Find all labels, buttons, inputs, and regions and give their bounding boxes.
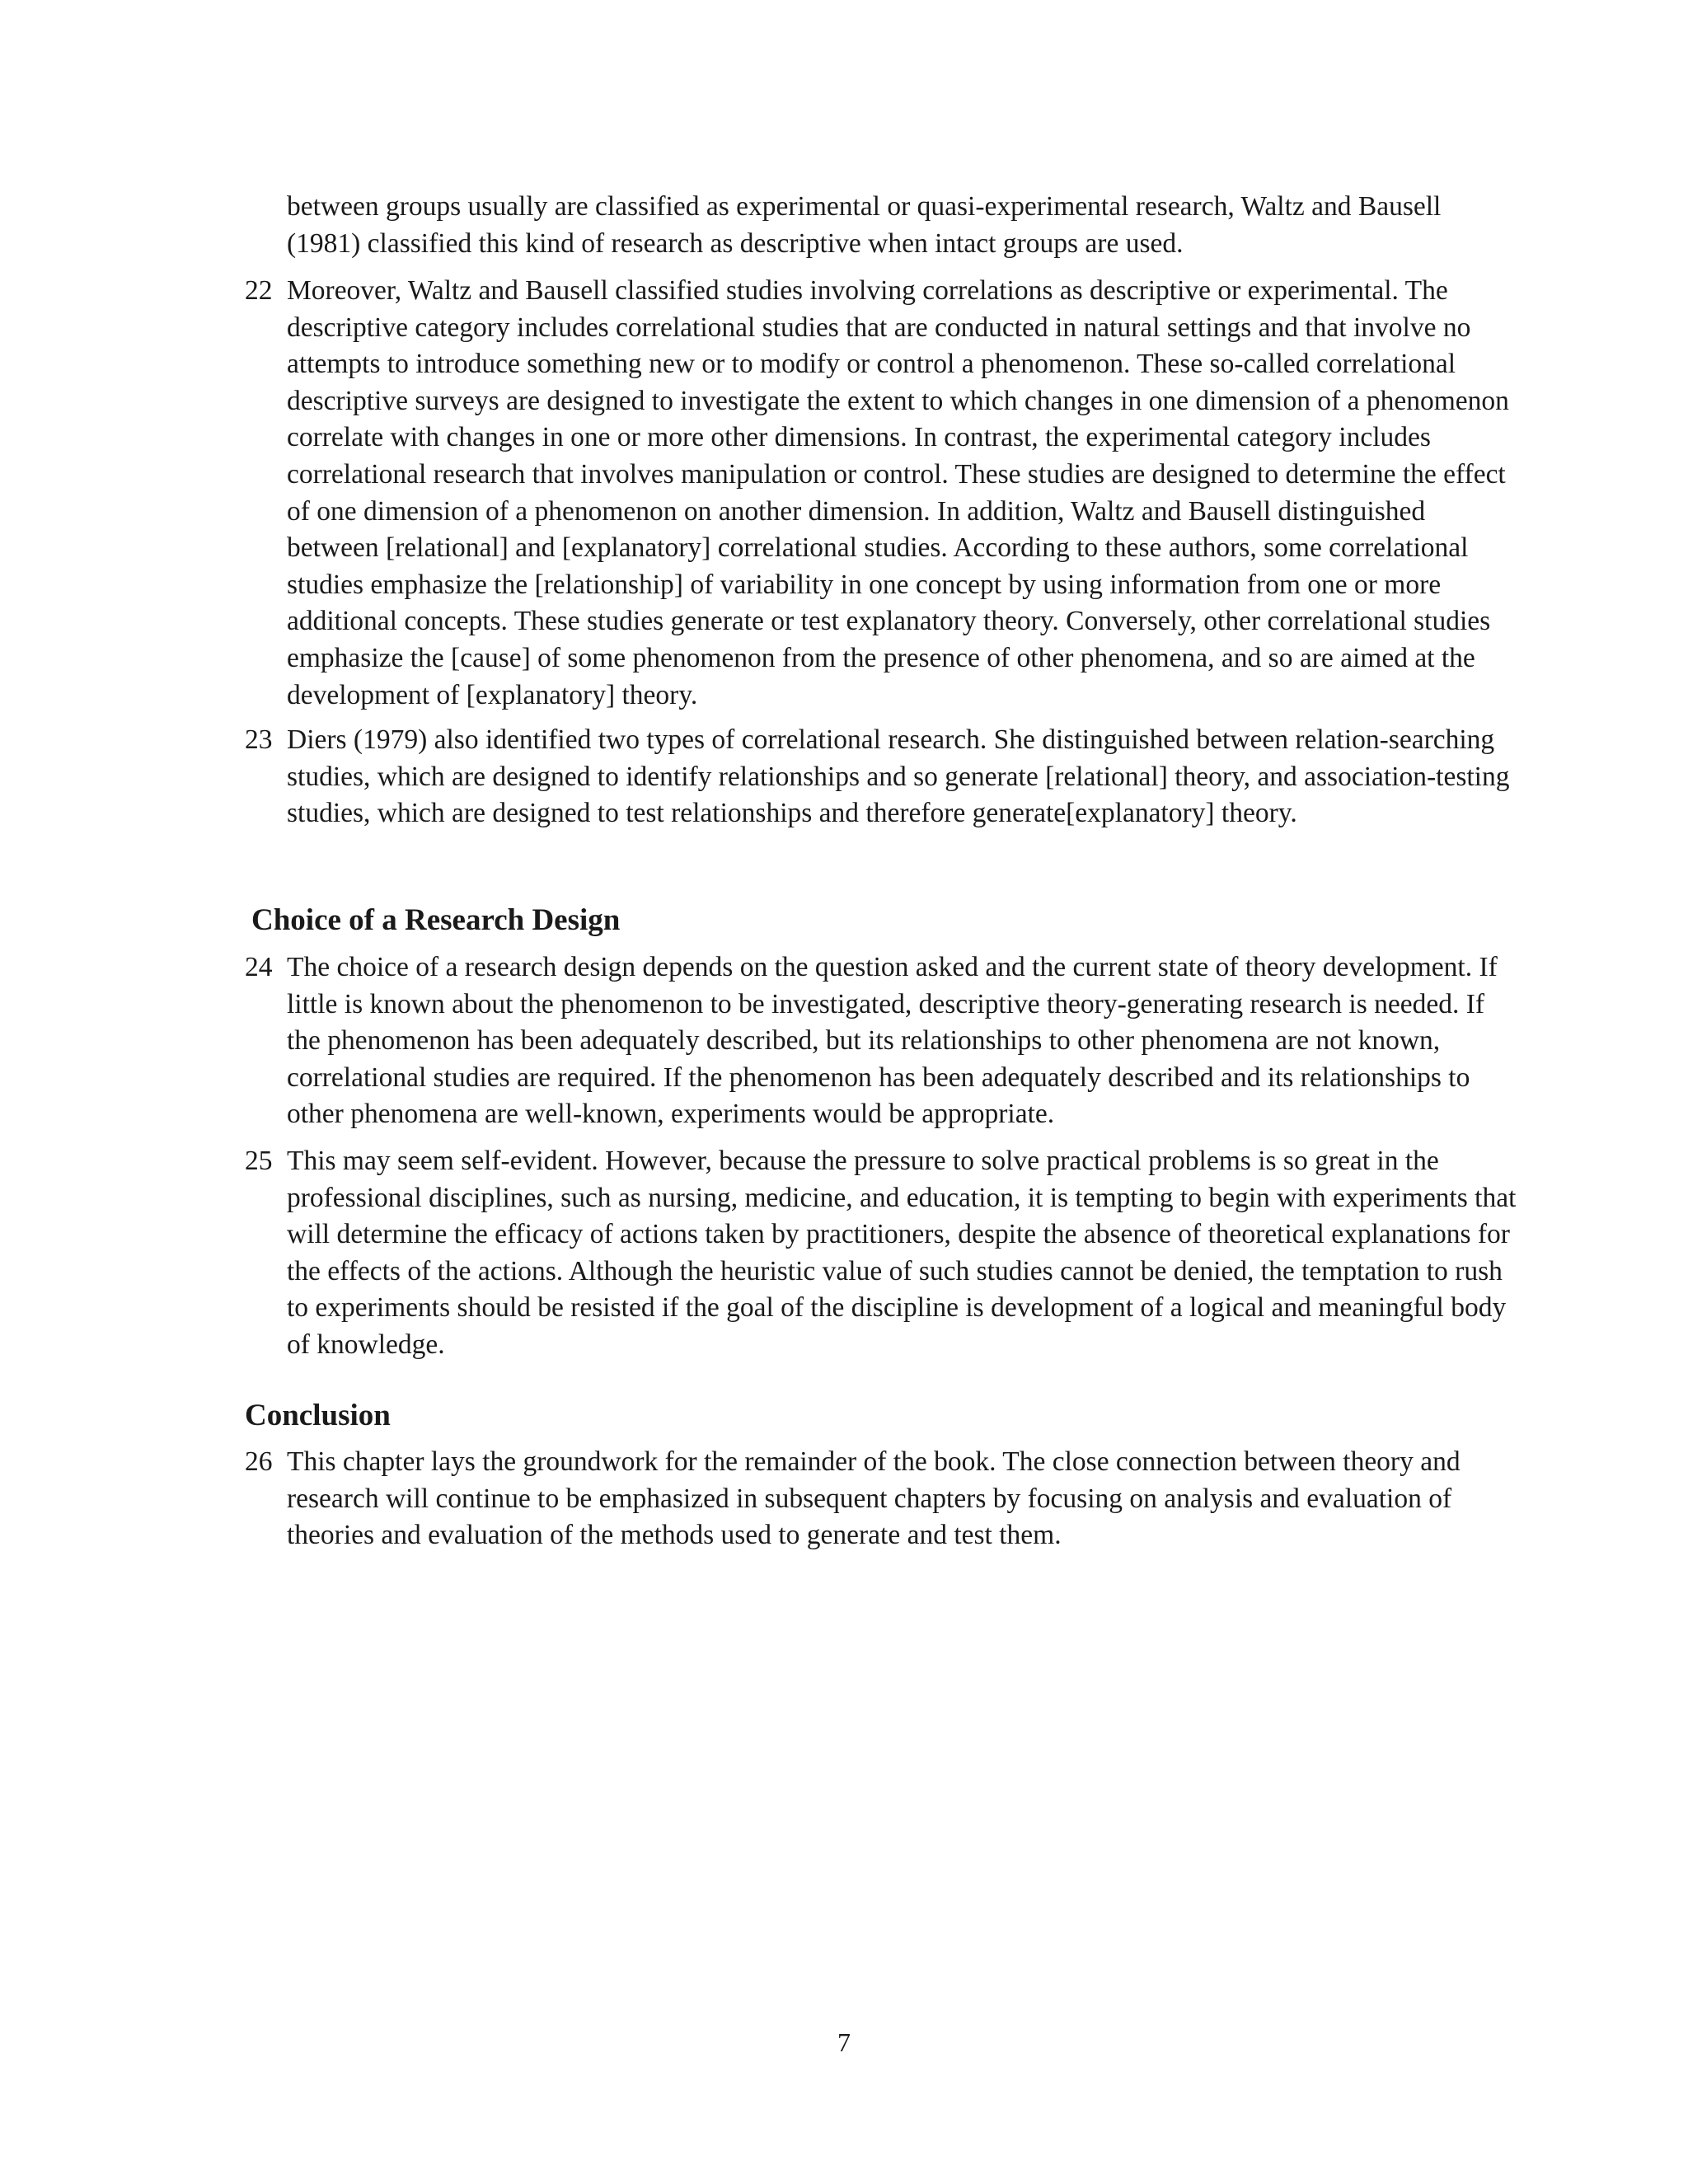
paragraph-24 xyxy=(245,949,1517,1133)
paragraph-number: 26 xyxy=(245,1446,273,1477)
paragraph-text: This chapter lays the groundwork for the remainder of the book. The close connection between theory and research will continue to be emphasized in subsequent chapters by focusing on analysis and evaluation of theories and evaluation of the methods used to generate and test them. xyxy=(287,1446,1461,1551)
paragraph-23 xyxy=(245,722,1517,832)
paragraph-number: 22 xyxy=(245,275,273,306)
paragraph-text: Diers (1979) also identified two types of correlational research. She distinguished between relation-searching studies, which are designed to identify relationships and so generate [relational] theory, and association-testing studies, which are designed to test relationships and therefore generate[explanatory] theory. xyxy=(287,724,1510,829)
paragraph-26 xyxy=(245,1444,1517,1554)
continuation-paragraph: between groups usually are classified as experimental or quasi-experimental research, Waltz and Bausell (1981) classified this kind of research as descriptive when intact groups are used. xyxy=(287,191,1442,259)
page-number: 7 xyxy=(837,2027,851,2057)
paragraph-text: The choice of a research design depends on the question asked and the current state of theory development. If little is known about the phenomenon to be investigated, descriptive theory-generating research is needed. If the phenomenon has been adequately described, but its relationships to other phenomena are not known, correlational studies are required. If the phenomenon has been adequately described and its relationships to other phenomena are well-known, experiments would be appropriate. xyxy=(287,952,1498,1130)
paragraph-text: Moreover, Waltz and Bausell classified studies involving correlations as descriptive or experimental. The descriptive category includes correlational studies that are conducted in natural settings and that involve no attempts to introduce something new or to modify or control a phenomenon. These so-called correlational descriptive surveys are designed to investigate the extent to which changes in one dimension of a phenomenon correlate with changes in one or more other dimensions. In contrast, the experimental category includes correlational research that involves manipulation or control. These studies are designed to determine the effect of one dimension of a phenomenon on another dimension. In addition, Waltz and Bausell distinguished between [relational] and [explanatory] correlational studies. According to these authors, some correlational studies emphasize the [relationship] of variability in one concept by using information from one or more additional concepts. These studies generate or test explanatory theory. Conversely, other correlational studies emphasize the [cause] of some phenomenon from the presence of other phenomena, and so are aimed at the development of [explanatory] theory. xyxy=(287,275,1509,710)
paragraph-number: 25 xyxy=(245,1146,273,1176)
section-heading-conclusion: Conclusion xyxy=(245,1399,391,1432)
paragraph-number: 24 xyxy=(245,952,273,982)
paragraph-25 xyxy=(245,1143,1517,1364)
paragraph-22 xyxy=(245,273,1517,714)
paragraph-number: 23 xyxy=(245,724,273,755)
section-heading-research-design: Choice of a Research Design xyxy=(251,903,621,937)
paragraph-text: This may seem self-evident. However, because the pressure to solve practical problems is so great in the professional disciplines, such as nursing, medicine, and education, it is tempting to begin with experiments that will determine the efficacy of actions taken by practitioners, despite the absence of theoretical explanations for the effects of the actions. Although the heuristic value of such studies cannot be denied, the temptation to rush to experiments should be resisted if the goal of the discipline is development of a logical and meaningful body of knowledge. xyxy=(287,1146,1517,1360)
